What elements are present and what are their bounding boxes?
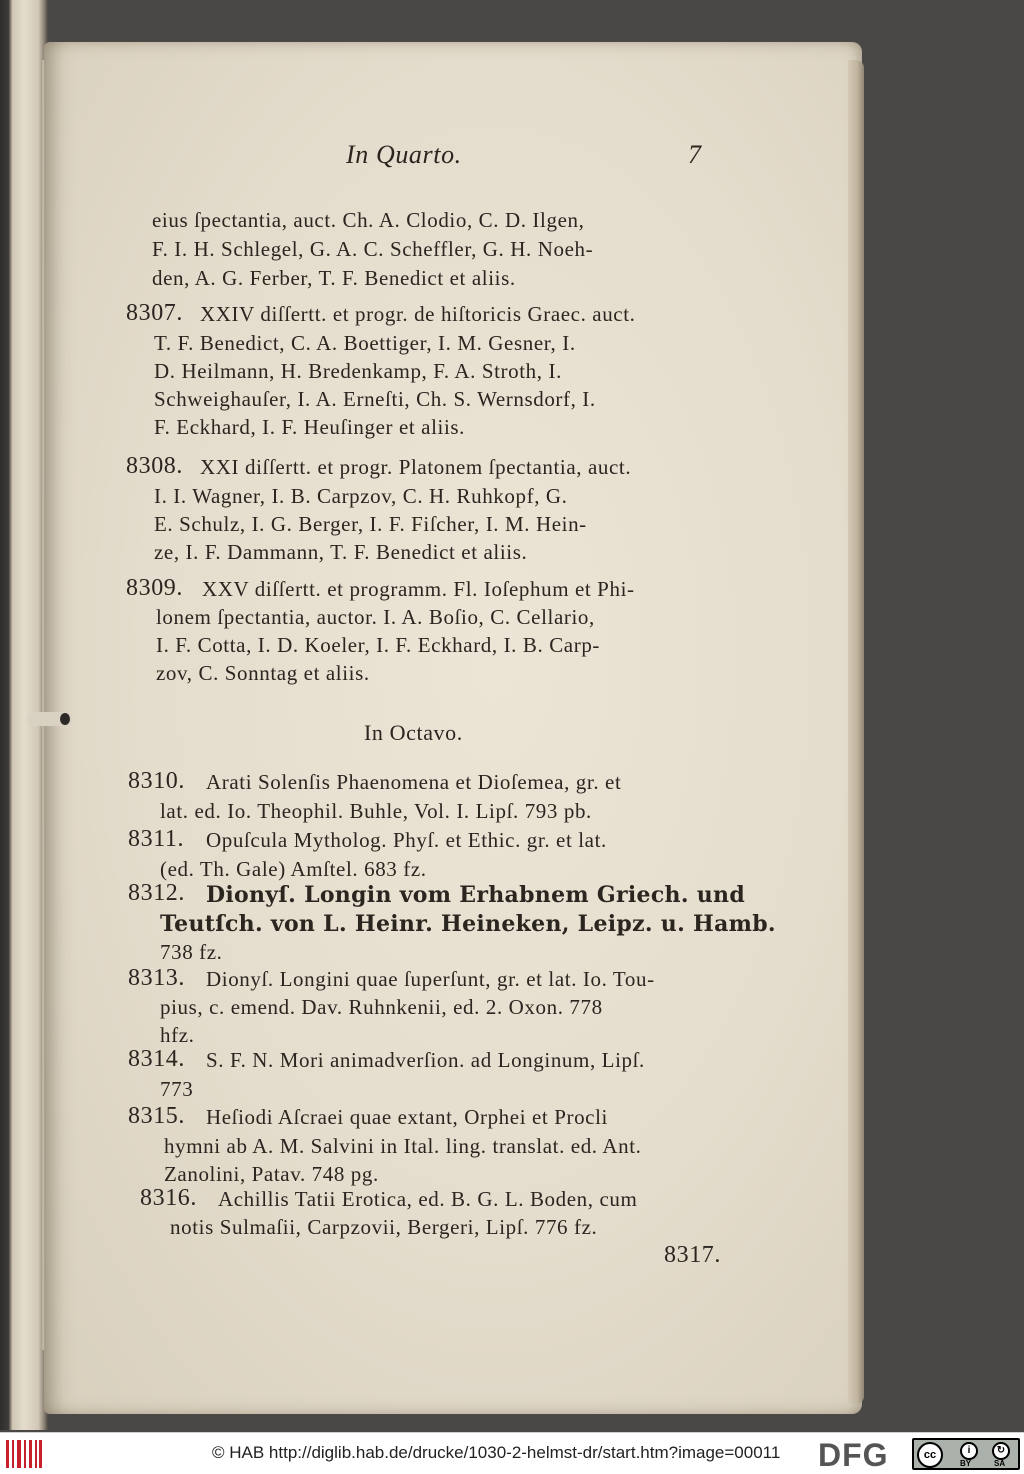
entry-line: Heſiodi Aſcraei quae extant, Orphei et Procli [206, 1105, 608, 1129]
dfg-logo: DFG [818, 1437, 889, 1473]
viewer-footer [0, 1432, 1024, 1474]
entry-number: 8309. [126, 575, 183, 601]
running-head: In Quarto. [346, 140, 462, 169]
entry-line: I. F. Cotta, I. D. Koeler, I. F. Eckhard, I. B. Carp- [156, 633, 601, 657]
copyright-link[interactable]: © HAB http://diglib.hab.de/drucke/1030-2-helmst-dr/start.htm?image=00011 [212, 1443, 781, 1462]
entry-line: zov, C. Sonntag et aliis. [156, 661, 370, 685]
by-icon: i [960, 1442, 978, 1460]
entry-line: den, A. G. Ferber, T. F. Benedict et aliis. [152, 266, 516, 290]
entry-line: Achillis Tatii Erotica, ed. B. G. L. Boden, cum [218, 1187, 638, 1211]
entry-line: XXI diſſertt. et progr. Platonem ſpectantia, auct. [200, 455, 632, 479]
entry-line: Opuſcula Mytholog. Phyſ. et Ethic. gr. et lat. [206, 828, 607, 852]
entry-line: XXIV diſſertt. et progr. de hiſtoricis Graec. auct. [200, 302, 636, 326]
entry-number: 8311. [128, 826, 185, 852]
entry-line: (ed. Th. Gale) Amſtel. 683 fz. [160, 857, 427, 881]
entry-line: F. I. H. Schlegel, G. A. C. Scheffler, G. H. Noeh- [152, 237, 594, 261]
catchword: 8317. [664, 1242, 721, 1268]
entry-number: 8315. [128, 1103, 185, 1129]
entry-line: 773 [160, 1077, 194, 1101]
entry-number: 8312. [128, 880, 185, 906]
entry-line: Teutſch. von L. Heinr. Heineken, Leipz. u. Hamb. [160, 911, 776, 937]
cc-icon: cc [917, 1442, 943, 1468]
entry-line: ze, I. F. Dammann, T. F. Benedict et aliis. [154, 540, 528, 564]
by-label: BY [960, 1459, 972, 1468]
entry-line: T. F. Benedict, C. A. Boettiger, I. M. Gesner, I. [154, 331, 576, 355]
entry-line: I. I. Wagner, I. B. Carpzov, C. H. Ruhkopf, G. [154, 484, 568, 508]
entry-line: D. Heilmann, H. Bredenkamp, F. A. Stroth, I. [154, 359, 562, 383]
entry-line: Arati Solenſis Phaenomena et Dioſemea, gr. et [206, 770, 622, 794]
sa-icon: ↻ [992, 1442, 1010, 1460]
section-heading: In Octavo. [364, 720, 463, 745]
entry-line: hfz. [160, 1023, 195, 1047]
entry-line: lonem ſpectantia, auctor. I. A. Boſio, C. Cellario, [156, 605, 595, 629]
page-number: 7 [688, 140, 702, 169]
entry-number: 8314. [128, 1046, 185, 1072]
entry-line: F. Eckhard, I. F. Heuſinger et aliis. [154, 415, 466, 439]
cc-by-sa-icon[interactable] [912, 1438, 1020, 1470]
hab-barcode-icon [6, 1440, 42, 1468]
entry-number: 8316. [140, 1185, 197, 1211]
entry-line: hymni ab A. M. Salvini in Ital. ling. translat. ed. Ant. [164, 1134, 642, 1158]
entry-line: notis Sulmaſii, Carpzovii, Bergeri, Lipſ. 776 fz. [170, 1215, 598, 1239]
entry-line: Zanolini, Patav. 748 pg. [164, 1162, 379, 1186]
entry-line: lat. ed. Io. Theophil. Buhle, Vol. I. Lipſ. 793 pb. [160, 799, 592, 823]
entry-number: 8313. [128, 965, 185, 991]
entry-line: Dionyſ. Longin vom Erhabnem Griech. und [206, 882, 746, 908]
entry-line: Dionyſ. Longini quae ſuperſunt, gr. et lat. Io. Tou- [206, 967, 655, 991]
entry-number: 8307. [126, 300, 183, 326]
entry-number: 8308. [126, 453, 183, 479]
entry-line: eius ſpectantia, auct. Ch. A. Clodio, C. D. Ilgen, [152, 208, 585, 232]
entry-line: Schweighauſer, I. A. Erneſti, Ch. S. Wernsdorf, I. [154, 387, 596, 411]
entry-line: E. Schulz, I. G. Berger, I. F. Fiſcher, I. M. Hein- [154, 512, 587, 536]
entry-line: pius, c. emend. Dav. Ruhnkenii, ed. 2. Oxon. 778 [160, 995, 603, 1019]
entry-line: XXV diſſertt. et programm. Fl. Ioſephum et Phi- [202, 577, 635, 601]
entry-line: S. F. N. Mori animadverſion. ad Longinum, Lipſ. [206, 1048, 645, 1072]
entry-number: 8310. [128, 768, 185, 794]
entry-line: 738 fz. [160, 940, 223, 964]
sa-label: SA [994, 1459, 1006, 1468]
